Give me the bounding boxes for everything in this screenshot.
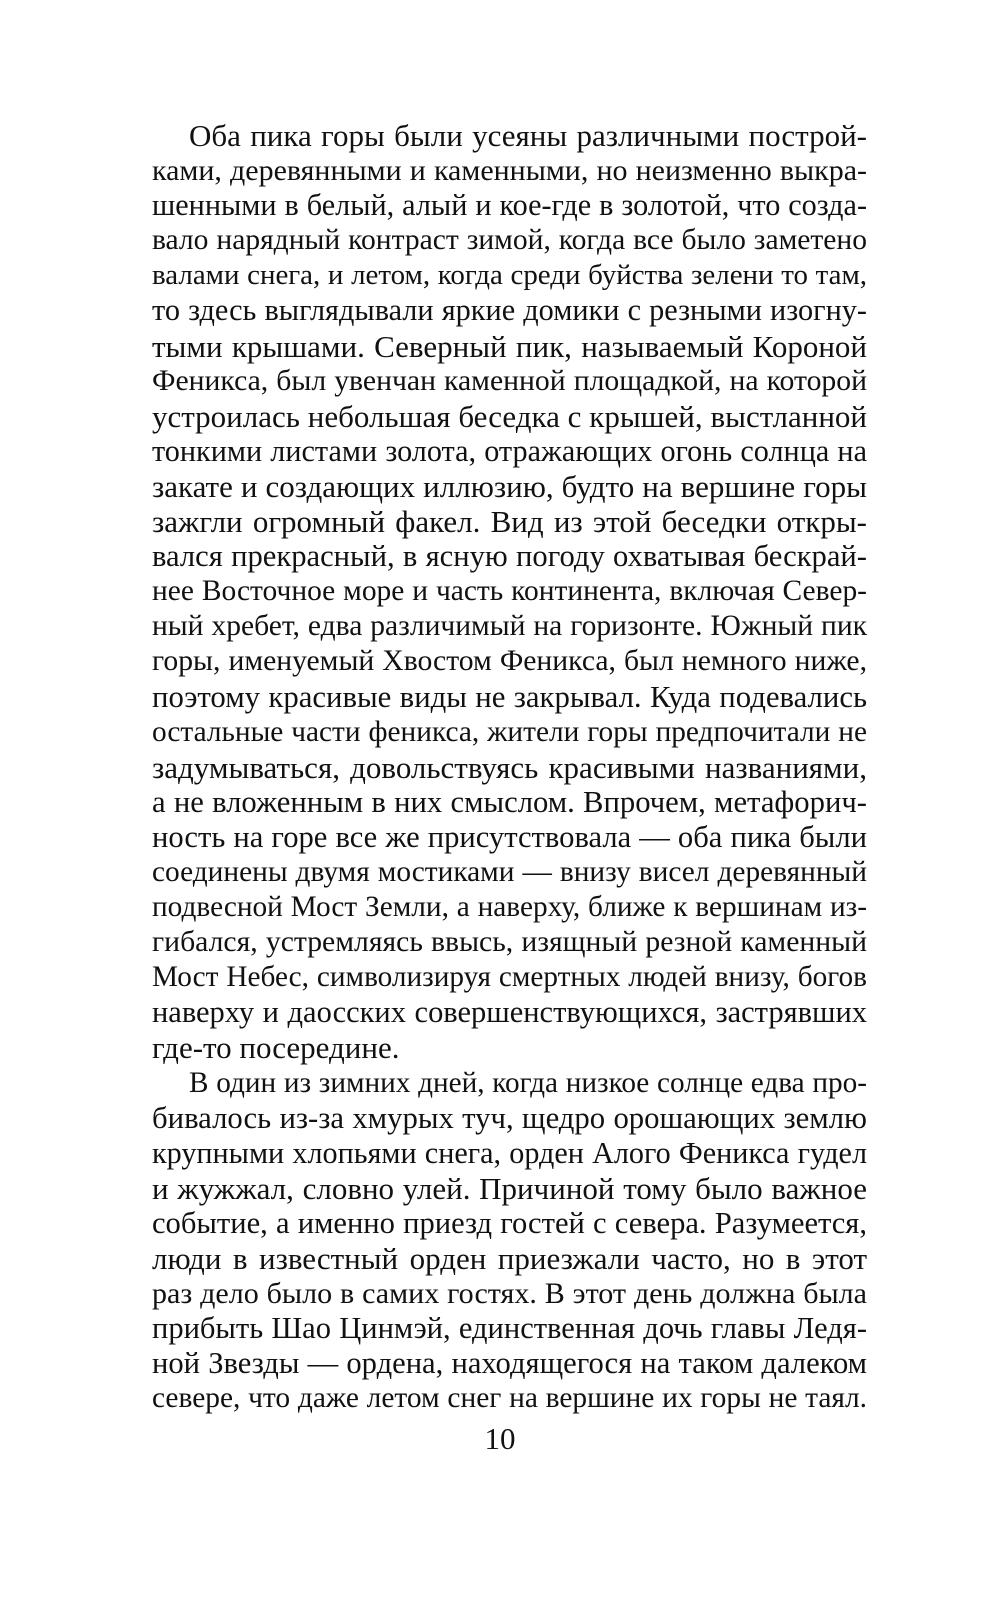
text-line: раз дело было в самих гостях. В этот день должна была — [152, 1276, 867, 1311]
text-line: тыми крышами. Северный пик, называемый Короной — [152, 328, 867, 364]
page-number: 10 — [484, 1421, 516, 1456]
text-line: где-то посередине. — [152, 1030, 400, 1066]
text-line: прибыть Шао Цинмэй, единственная дочь главы Ледя- — [152, 1311, 867, 1346]
text-line: нее Восточное море и часть континента, включая Север- — [152, 575, 867, 608]
text-line: шенными в белый, алый и кое-где в золотой, что созда- — [152, 188, 867, 223]
text-line: горы, именуемый Хвостом Феникса, был немного ниже, — [152, 645, 867, 678]
text-line: севере, что даже летом снег на вершине их горы не таял. — [152, 1382, 867, 1415]
text-line: закате и создающих иллюзию, будто на вершине горы — [152, 468, 867, 504]
text-line: В один из зимних дней, когда низкое солнце едва про- — [189, 1066, 867, 1099]
text-line: зажгли огромный факел. Вид из этой беседки откры- — [152, 504, 867, 540]
text-line: ной Звезды — ордена, находящегося на таком далеком — [152, 1346, 867, 1381]
text-line: Мост Небес, символизируя смертных людей внизу, богов — [152, 961, 867, 994]
text-line: вался прекрасный, в ясную погоду охватывая бескрай- — [152, 539, 867, 574]
text-line: подвесной Мост Земли, а наверху, ближе к вершинам из- — [152, 891, 867, 924]
text-line: остальные части феникса, жители горы предпочитали не — [152, 715, 867, 748]
text-line: то здесь выглядывали яркие домики с резными изогну- — [152, 293, 867, 328]
text-line: Феникса, был увенчан каменной площадкой, на которой — [152, 364, 867, 397]
text-line: поэтому красивые виды не закрывал. Куда подевались — [152, 679, 867, 714]
text-line: люди в известный орден приезжали часто, но в этот — [152, 1241, 867, 1276]
text-line: ками, деревянными и каменными, но неизменно выкра- — [152, 154, 867, 188]
text-line: ный хребет, едва различимый на горизонте. Южный пик — [152, 610, 867, 643]
text-line: Оба пика горы были усеяны различными построй- — [189, 118, 867, 153]
text-line: крупными хлопьями снега, орден Алого Феникса гудел — [152, 1135, 867, 1170]
text-line: гибался, устремляясь ввысь, изящный резной каменный — [152, 926, 867, 959]
text-line: валами снега, и летом, когда среди буйства зелени то там, — [152, 259, 867, 292]
text-line: вало нарядный контраст зимой, когда все было заметено — [152, 224, 867, 257]
text-line: а не вложенным в них смыслом. Впрочем, метафорич- — [152, 784, 867, 819]
text-line: ность на горе все же присутствовала — оба пика были — [152, 819, 867, 854]
text-line: и жужжал, словно улей. Причиной тому было важное — [152, 1170, 867, 1206]
text-line: наверху и даосских совершенствующихся, застрявших — [152, 995, 867, 1030]
text-line: бивалось из-за хмурых туч, щедро орошающих землю — [152, 1100, 867, 1135]
text-line: устроилась небольшая беседка с крышей, выстланной — [152, 398, 867, 434]
text-line: задумываться, довольствуясь красивыми названиями, — [152, 749, 867, 785]
text-line: событие, а именно приезд гостей с севера. Разумеется, — [152, 1205, 867, 1240]
body-text — [152, 118, 867, 1416]
text-line: тонкими листами золота, отражающих огонь солнца на — [152, 433, 867, 468]
text-line: соединены двумя мостиками — внизу висел деревянный — [152, 855, 867, 888]
